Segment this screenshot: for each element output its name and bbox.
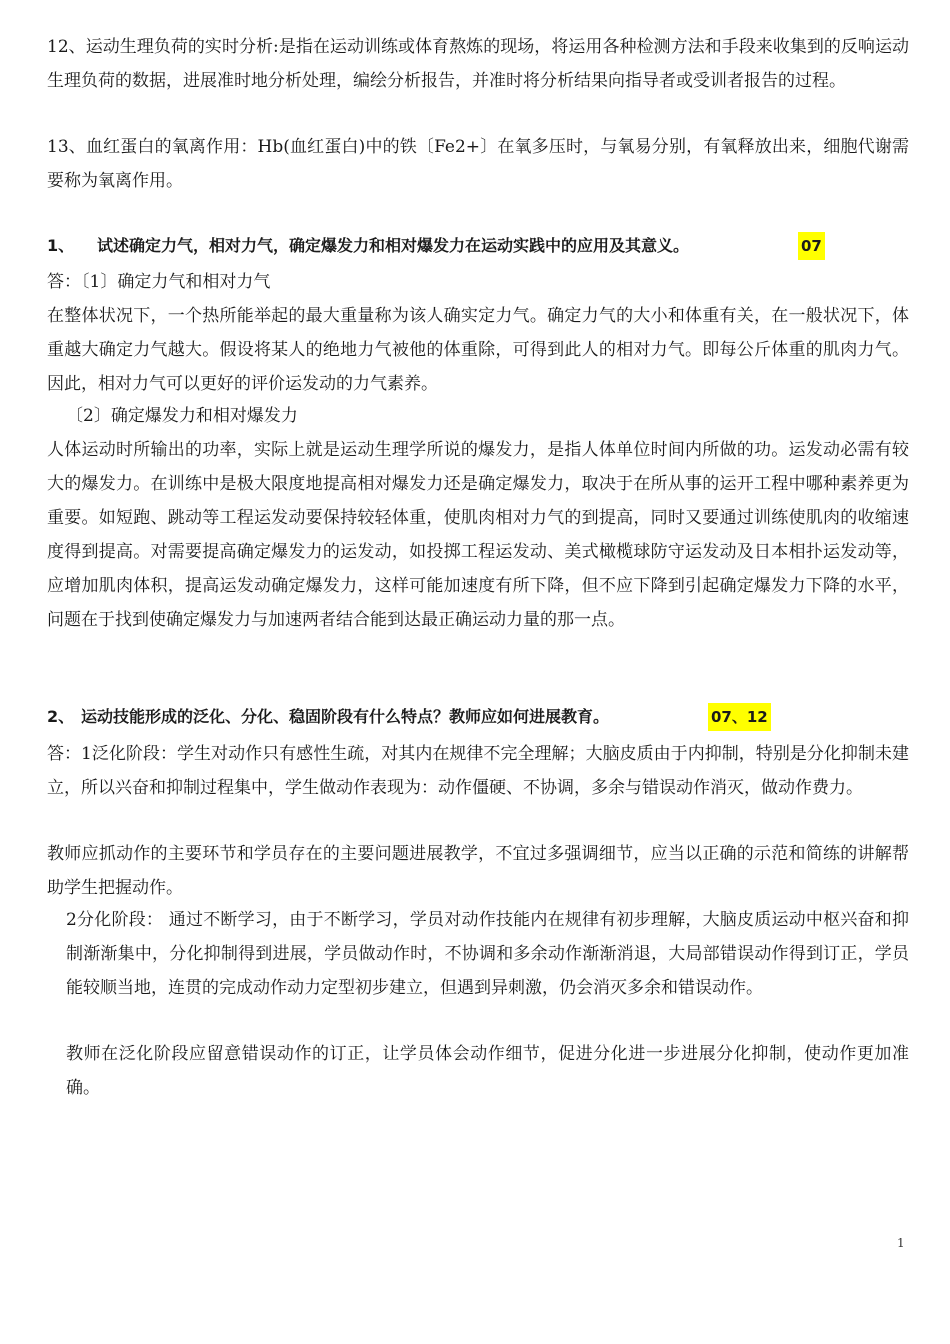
definition-12: 12、运动生理负荷的实时分析:是指在运动训练或体育熬炼的现场，将运用各种检测方法和手段来收集到的反响运动生理负荷的数据，进展准时地分析处理，编绘分析报告，并准时将分析结果向指导者或受训者报告的过程。	[47, 37, 909, 91]
question-2-text: 运动技能形成的泛化、分化、稳固阶段有什么特点？教师应如何进展教育。	[81, 707, 610, 726]
page-number: 1	[897, 1236, 905, 1250]
answer-2-teacher-note-2: 教师在泛化阶段应留意错误动作的订正，让学员体会动作细节，促进分化进一步进展分化抑制，使动作更加准确。	[66, 1044, 909, 1098]
question-1-number: 1、	[47, 236, 75, 255]
answer-1-subheading-2: 〔2〕确定爆发力和相对爆发力	[66, 406, 298, 426]
definition-13: 13、血红蛋白的氧离作用：Hb(血红蛋白)中的铁〔Fe2+〕在氧多压时，与氧易分别，有氧释放出来，细胞代谢需要称为氧离作用。	[47, 137, 909, 191]
question-2-heading	[47, 703, 609, 731]
question-1-heading	[47, 232, 689, 260]
answer-2-teacher-note-1: 教师应抓动作的主要环节和学员存在的主要问题进展教学，不宜过多强调细节，应当以正确的示范和简练的讲解帮助学生把握动作。	[47, 844, 909, 898]
question-2-year-tag: 07、12	[708, 703, 771, 731]
answer-1-paragraph-2: 人体运动时所输出的功率，实际上就是运动生理学所说的爆发力，是指人体单位时间内所做的功。运发动必需有较大的爆发力。在训练中是极大限度地提高相对爆发力还是确定爆发力，取决于在所从事的运开工程中哪种素养更为重要。如短跑、跳动等工程运发动要保持较轻体重，使肌肉相对力气的到提高，同时又要通过训练使肌肉的收缩速度得到提高。对需要提高确定爆发力的运发动，如投掷工程运发动、美式橄榄球防守运发动及日本相扑运发动等，应增加肌肉体积，提高运发动确定爆发力，这样可能加速度有所下降，但不应下降到引起确定爆发力下降的水平，问题在于找到使确定爆发力与加速两者结合能到达最正确运动力量的那一点。	[47, 440, 909, 630]
question-1-year-tag: 07	[798, 232, 825, 260]
question-2-number: 2、	[47, 707, 75, 726]
answer-1-heading: 答：〔1〕确定力气和相对力气	[47, 272, 271, 292]
answer-2-stage-2: 2分化阶段： 通过不断学习，由于不断学习，学员对动作技能内在规律有初步理解，大脑皮质运动中枢兴奋和抑制渐渐集中，分化抑制得到进展，学员做动作时，不协调和多余动作渐渐消退，大局部错误动作得到订正，学员能较顺当地，连贯的完成动作动力定型初步建立，但遇到异刺激，仍会消灭多余和错误动作。	[66, 910, 909, 998]
answer-1-paragraph-1: 在整体状况下，一个热所能举起的最大重量称为该人确实定力气。确定力气的大小和体重有关，在一般状况下，体重越大确定力气越大。假设将某人的绝地力气被他的体重除，可得到此人的相对力气。即每公斤体重的肌肉力气。因此，相对力气可以更好的评价运发动的力气素养。	[47, 306, 909, 394]
answer-2-stage-1: 答：1泛化阶段：学生对动作只有感性生疏，对其内在规律不完全理解；大脑皮质由于内抑制，特别是分化抑制未建立，所以兴奋和抑制过程集中，学生做动作表现为：动作僵硬、不协调，多余与错误动作消灭，做动作费力。	[47, 744, 909, 798]
question-1-text: 试述确定力气，相对力气，确定爆发力和相对爆发力在运动实践中的应用及其意义。	[97, 236, 690, 255]
